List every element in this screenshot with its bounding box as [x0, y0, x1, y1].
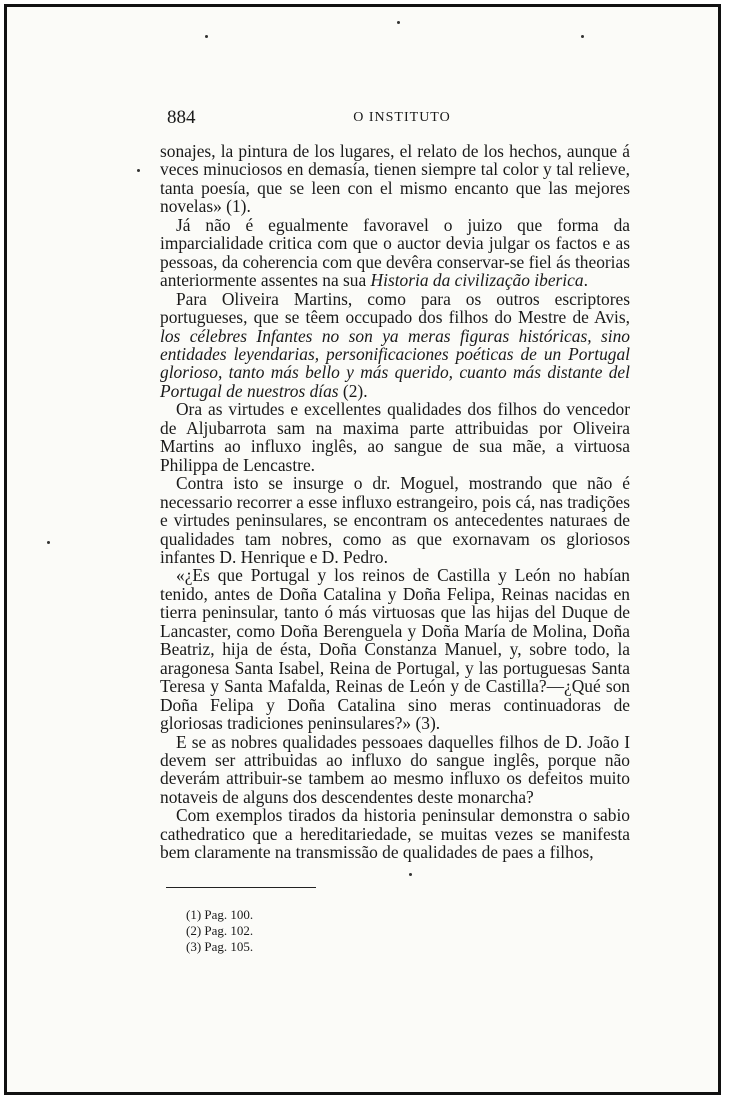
- italic-run: los célebres Infantes no son ya meras figuras históricas, sino entidades leyendarias, personificaciones poéticas de un Portugal glorioso, tanto más bello y más querido, cuanto más distante del Portugal de nuestros días: [160, 325, 630, 401]
- footnote: (1) Pag. 100.: [186, 907, 254, 922]
- footnote-rule: [166, 887, 316, 888]
- paragraph: [160, 400, 630, 474]
- scan-speck: [137, 169, 140, 172]
- text-run: E se as nobres qualidades pessoaes daquelles filhos de D. João I devem ser attribuidas ao influxo do sangue inglês, porque não deverám attribuir-se tambem ao mesmo influxo os defeitos muito notaveis de alguns dos descendentes deste monarcha?: [160, 731, 630, 807]
- scan-speck: [205, 35, 208, 38]
- footnote: (2) Pag. 102.: [186, 923, 254, 938]
- footnote: (3) Pag. 105.: [186, 939, 254, 954]
- text-run: (2).: [338, 380, 368, 401]
- text-run: Contra isto se insurge o dr. Moguel, mostrando que não é necessario recorrer a esse influxo estrangeiro, pois cá, nas tradições e virtudes peninsulares, se encontram os antecedentes naturaes de qualidades tam nobres, como as que exornavam os gloriosos infantes D. Henrique e D. Pedro.: [160, 473, 630, 567]
- paragraph: [160, 290, 630, 401]
- text-run: sonajes, la pintura de los lugares, el relato de los hechos, aunque á veces minuciosos en demasía, tienen siempre tal color y tal relieve, tanta poesía, que se leen con el mismo encanto que las mejores novelas» (1).: [160, 141, 630, 217]
- scan-speck: [47, 541, 50, 544]
- body-text: [160, 142, 630, 862]
- paragraph: [160, 566, 630, 732]
- paragraph: [160, 806, 630, 861]
- running-title: O INSTITUTO: [353, 110, 451, 125]
- text-run: «¿Es que Portugal y los reinos de Castilla y León no habían tenido, antes de Doña Catalina y Doña Felipa, Reinas nacidas en tierra peninsular, tanto ó más virtuosas que las hijas del Duque de Lancaster, como Doña Berenguela y Doña María de Molina, Doña Beatriz, hija de ésta, Doña Constanza Manuel, y, sobre todo, la aragonesa Santa Isabel, Reina de Portugal, y las portuguesas Santa Teresa y Santa Mafalda, Reinas de León y de Castilla?—¿Qué son Doña Felipa y Doña Catalina sino meras continuadoras de gloriosas tradiciones peninsulares?» (3).: [160, 565, 630, 734]
- running-header: [167, 107, 637, 129]
- text-run: Ora as virtudes e excellentes qualidades dos filhos do vencedor de Aljubarrota sam na maxima parte attribuidas por Oliveira Martins ao influxo inglês, ao sangue de sua mãe, a virtuosa Philippa de Lencastre.: [160, 399, 630, 475]
- text-run: .: [583, 270, 588, 291]
- paragraph: [160, 142, 630, 216]
- scan-speck: [581, 35, 584, 38]
- page-number: 884: [167, 107, 196, 128]
- scan-speck: [409, 873, 412, 876]
- text-run: Para Oliveira Martins, como para os outros escriptores portugueses, que se têem occupado dos filhos do Mestre de Avis,: [160, 288, 630, 328]
- paragraph: [160, 733, 630, 807]
- paragraph: [160, 216, 630, 290]
- footnotes: [186, 907, 253, 955]
- paragraph: [160, 474, 630, 566]
- text-run: Já não é egualmente favoravel o juizo que forma da imparcialidade critica com que o auctor devia julgar os factos e as pessoas, da coherencia com que devêra conservar-se fiel ás theorias anteriormente assentes na sua: [160, 214, 630, 291]
- text-run: Com exemplos tirados da historia peninsular demonstra o sabio cathedratico que a hereditariedade, se muitas vezes se manifesta bem claramente na transmissão de qualidades de paes a filhos,: [160, 805, 630, 863]
- italic-run: Historia da civilização iberica: [370, 270, 584, 291]
- scan-speck: [397, 21, 400, 24]
